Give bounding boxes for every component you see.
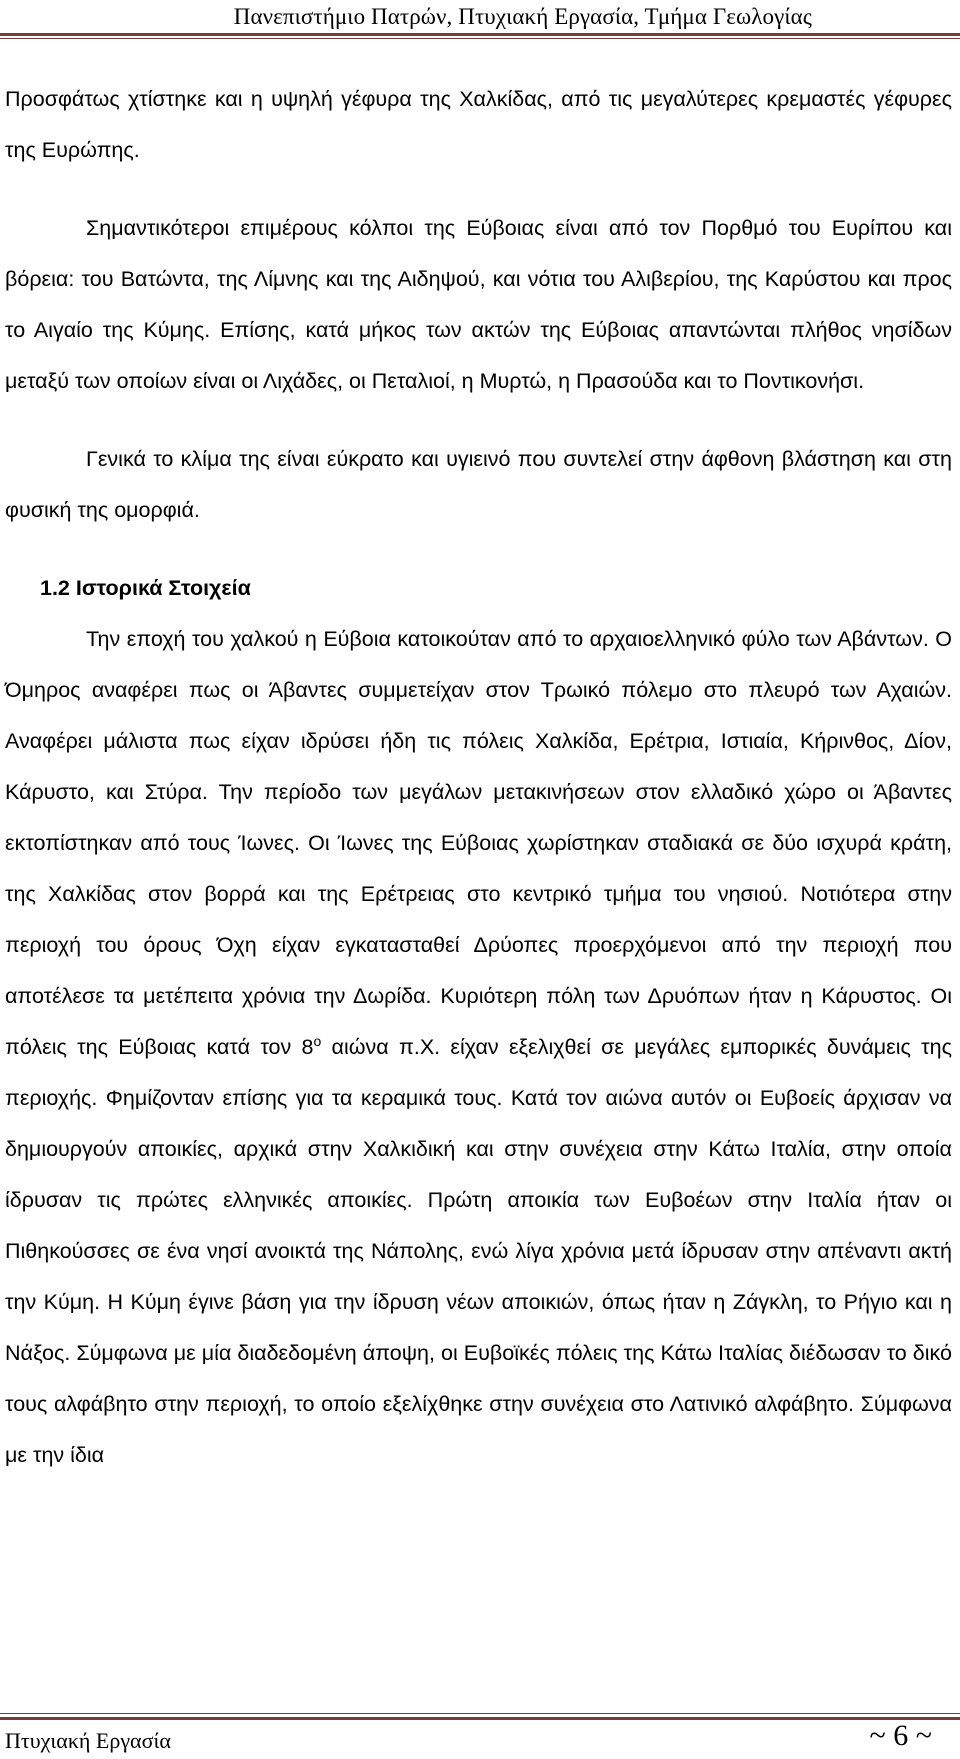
page-footer — [0, 1713, 960, 1759]
paragraph-history — [5, 614, 952, 1481]
footer-rule-thin — [0, 1713, 960, 1714]
section-heading: 1.2 Ιστορικά Στοιχεία — [40, 576, 251, 600]
footer-rule — [0, 1717, 960, 1720]
superscript-ordinal: ο — [313, 1032, 322, 1049]
paragraph-climate: Γενικά το κλίμα της είναι εύκρατο και υγιεινό που συντελεί στην άφθονη βλάστηση και στη φυσική της ομορφιά. — [5, 447, 952, 522]
document-body — [5, 74, 952, 1481]
paragraph-gulfs: Σημαντικότεροι επιμέρους κόλποι της Εύβοιας είναι από τον Πορθμό του Ευρίπου και βόρεια: του Βατώντα, της Λίμνης και της Αιδηψού, και νότια του Αλιβερίου, της Καρύστου και προς το Αιγαίο της Κύμης. Επίσης, κατά μήκος των ακτών της Εύβοιας απαντώνται πλήθος νησίδων μεταξύ των οποίων είναι οι Λιχάδες, οι Πεταλιοί, η Μυρτώ, η Πρασούδα και το Ποντικονήσι. — [5, 216, 952, 393]
history-text-part2: αιώνα π.Χ. είχαν εξελιχθεί σε μεγάλες εμπορικές δυνάμεις της περιοχής. Φημίζονταν επίσης για τα κεραμικά τους. Κατά τον αιώνα αυτόν οι Ευβοείς άρχισαν να δημιουργούν αποικίες, αρχικά στην Χαλκιδική και στην συνέχεια στην Κάτω Ιταλία, στην οποία ίδρυσαν τις πρώτες ελληνικές αποικίες. Πρώτη αποικία των Ευβοέων στην Ιταλία ήταν οι Πιθηκούσσες σε ένα νησί ανοικτά της Νάπολης, ενώ λίγα χρόνια μετά ίδρυσαν στην απέναντι ακτή την Κύμη. Η Κύμη έγινε βάση για την ίδρυση νέων αποικιών, όπως ήταν η Ζάγκλη, το Ρήγιο και η Νάξος. Σύμφωνα με μία διαδεδομένη άποψη, οι Ευβοϊκές πόλεις της Κάτω Ιταλίας διέδωσαν το δικό τους αλφάβητο στην περιοχή, το οποίο εξελίχθηκε στην συνέχεια στο Λατινικό αλφάβητο. Σύμφωνα με την ίδια — [5, 1035, 952, 1467]
page-header — [0, 0, 960, 40]
header-title: Πανεπιστήμιο Πατρών, Πτυχιακή Εργασία, Τμήμα Γεωλογίας — [233, 4, 812, 29]
history-text-part1: Την εποχή του χαλκού η Εύβοια κατοικούταν από το αρχαιοελληνικό φύλο των Αβάντων. Ο Όμηρος αναφέρει πως οι Άβαντες συμμετείχαν στον Τρωικό πόλεμο στο πλευρό των Αχαιών. Αναφέρει μάλιστα πως είχαν ιδρύσει ήδη τις πόλεις Χαλκίδα, Ερέτρια, Ιστιαία, Κήρινθος, Δίον, Κάρυστο, και Στύρα. Την περίοδο των μεγάλων μετακινήσεων στον ελλαδικό χώρο οι Άβαντες εκτοπίστηκαν από τους Ίωνες. Οι Ίωνες της Εύβοιας χωρίστηκαν σταδιακά σε δύο ισχυρά κράτη, της Χαλκίδας στον βορρά και της Ερέτρειας στο κεντρικό τμήμα του νησιού. Νοτιότερα στην περιοχή του όρους Όχη είχαν εγκατασταθεί Δρύοπες προερχόμενοι από την περιοχή που αποτέλεσε τα μετέπειτα χρόνια την Δωρίδα. Κυριότερη πόλη των Δρυόπων ήταν η Κάρυστος. Οι πόλεις της Εύβοιας κατά τον 8 — [5, 627, 952, 1059]
header-rule-thin — [0, 38, 960, 39]
header-rule — [0, 33, 960, 36]
footer-label: Πτυχιακή Εργασία — [5, 1728, 171, 1753]
page-number: ~ 6 ~ — [869, 1719, 932, 1752]
paragraph-bridge: Προσφάτως χτίστηκε και η υψηλή γέφυρα της Χαλκίδας, από τις μεγαλύτερες κρεμαστές γέφυρες της Ευρώπης. — [5, 87, 952, 162]
